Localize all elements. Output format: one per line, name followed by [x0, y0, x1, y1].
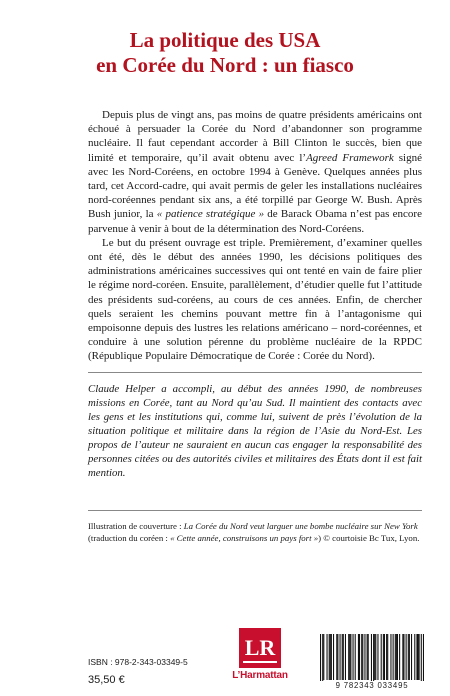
agreed-framework-term: Agreed Framework	[306, 151, 394, 164]
barcode-bar	[386, 634, 387, 680]
barcode-bar	[416, 634, 417, 680]
barcode-bar	[361, 634, 362, 680]
barcode-digits: 9 782343 033495	[320, 681, 424, 690]
barcode-bar	[383, 634, 384, 680]
synopsis-text: Depuis plus de vingt ans, pas moins de quatre présidents américains ont échoué à persuader la Corée du Nord d’abandonner son programme nucléaire. Il faut cependant accorder à Bill Clinton le succès, bien que limité et temporaire, qu’il avait obtenu avec l’	[88, 109, 422, 164]
barcode-bar	[371, 634, 372, 684]
barcode-bar	[362, 634, 363, 680]
barcode-bar	[348, 634, 349, 680]
credits-text: Illustration de couverture :	[88, 521, 184, 531]
barcode-bar	[320, 634, 321, 684]
barcode-bar	[368, 634, 369, 680]
credits-title: La Corée du Nord veut larguer une bombe nucléaire sur New York	[183, 521, 418, 531]
barcode-bar	[359, 634, 360, 680]
barcode-bar	[399, 634, 400, 680]
barcode-bar	[337, 634, 338, 680]
barcode-bar	[349, 634, 350, 680]
author-name: Claude Helper	[88, 383, 156, 395]
barcode-bar	[353, 634, 354, 680]
barcode-bar	[384, 634, 385, 680]
barcode-bar	[358, 634, 359, 680]
barcode-bar	[411, 634, 412, 680]
publisher-name: L’Harmattan	[232, 670, 288, 681]
credits-text: (traduction du coréen :	[88, 533, 171, 543]
barcode-bar	[395, 634, 396, 680]
barcode-bar	[327, 634, 328, 680]
credits-text: ) © courtoisie Bc Tux, Lyon.	[318, 533, 420, 543]
publisher-logo	[225, 628, 295, 690]
barcode-bar	[419, 634, 420, 680]
price: 35,50 €	[88, 674, 125, 686]
svg-text:LR: LR	[244, 635, 276, 660]
harmattan-logo-icon	[239, 628, 281, 668]
cover-credits	[88, 520, 422, 544]
barcode-bar	[336, 634, 337, 680]
barcode-bar	[396, 634, 397, 680]
barcode-bar	[406, 634, 407, 680]
barcode-bar	[403, 634, 404, 680]
barcode-bar	[345, 634, 346, 680]
barcode-bar	[374, 634, 375, 680]
barcode-bar	[393, 634, 394, 680]
patience-strategique-term: « patience stratégique »	[156, 208, 265, 221]
barcode-bar	[423, 634, 424, 684]
synopsis	[88, 108, 422, 364]
barcode-bar	[381, 634, 382, 680]
isbn: ISBN : 978-2-343-03349-5	[88, 657, 188, 667]
author-bio	[88, 382, 422, 480]
barcode-bar	[409, 634, 410, 680]
book-title	[20, 28, 430, 78]
barcode-bar	[367, 634, 368, 680]
barcode-bar	[342, 634, 343, 680]
barcode-bar	[375, 634, 376, 680]
credits-translation: « Cette année, construisons un pays fort »	[170, 533, 319, 543]
title-line-1: La politique des USA	[129, 28, 321, 52]
divider	[88, 510, 422, 511]
barcode-bar	[329, 634, 330, 680]
barcode-bar	[364, 634, 365, 680]
barcode-bar	[330, 634, 331, 680]
barcode-bar	[402, 634, 403, 680]
barcode-bar	[387, 634, 388, 680]
synopsis-text: signé avec les Nord-Coréens, en octobre 1994 à Genève. Quelques années plus tard, cet Accord-cadre, qui avait permis de geler les installations nucléaires nord-coréennes pendant six ans, a été torpillé par George W. Bush. Après Bush junior, la	[88, 151, 422, 221]
barcode-bar	[322, 634, 323, 684]
synopsis-paragraph-2: Le but du présent ouvrage est triple. Premièrement, d’examiner quelles ont été, dès le début des années 1990, les décisions politiques des administrations américaines successives qui ont tenté en vain de faire plier le régime nord-coréen. Ensuite, parallèlement, d’étudier quelle fut l’attitude des présidents sud-coréens, au cours de ces années. Enfin, de chercher quels seraient les chemins pouvant mettre fin à l’antagonisme qui empoisonne depuis des lustres les relations américano – nord-coréennes, et conduire à une solution pérenne du problème nucléaire de la RPDC (République Populaire Démocratique de Corée : Corée du Nord).	[88, 236, 422, 363]
barcode-bar	[418, 634, 419, 680]
barcode-bar	[414, 634, 415, 680]
barcode-bar	[331, 634, 332, 680]
barcode-bar	[350, 634, 351, 680]
synopsis-paragraph-1	[88, 108, 422, 236]
barcode-bar	[373, 634, 374, 684]
barcode-bar	[323, 634, 324, 680]
barcode-bar	[397, 634, 398, 680]
barcode-bar	[355, 634, 356, 680]
synopsis-text: de Barack Obama n’est pas encore parvenue à venir à bout de la détermination des Nord-Coréens.	[88, 208, 422, 235]
author-bio-text: a accompli, au début des années 1990, de nombreuses missions en Corée, tant au Nord qu’au Sud. Il maintient des contacts avec les gens et les institutions qui, comme lui, suivent de près l’évolution de la situation politique et militaire dans la région de l’Asie du Nord-Est. Les propos de l’auteur ne sauraient en aucun cas engager la responsabilité des personnes citées ou des autorités civiles et militaires des États dont il est fait mention.	[88, 383, 422, 479]
divider	[88, 372, 422, 373]
barcode-bar	[340, 634, 341, 680]
barcode-bar	[408, 634, 409, 680]
title-line-2: en Corée du Nord : un fiasco	[96, 53, 354, 77]
barcode-bar	[333, 634, 334, 680]
barcode-bar	[421, 634, 422, 684]
barcode-bar	[390, 634, 391, 680]
barcode-bar	[377, 634, 378, 680]
barcode-bar	[343, 634, 344, 680]
